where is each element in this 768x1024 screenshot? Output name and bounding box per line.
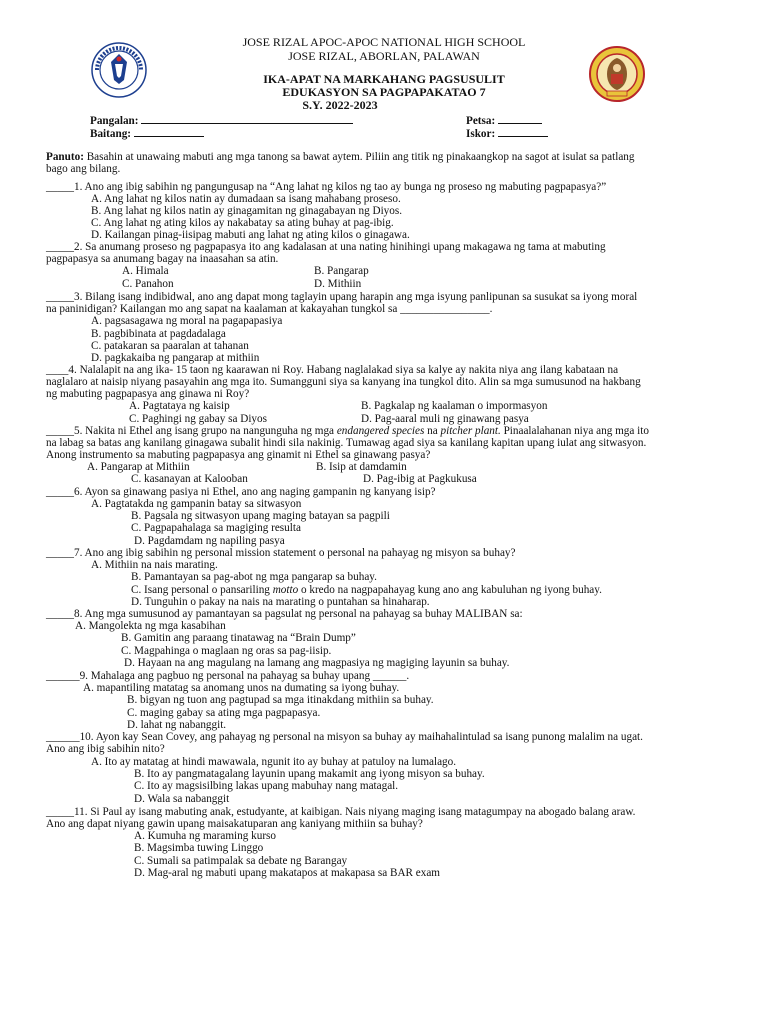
q3-choice-b: B. pagbibinata at pagdadalaga xyxy=(91,328,226,340)
directions-text: Basahin at unawaing mabuti ang mga tanong sa bawat aytem. Piliin ang titik ng pinakaangkop na sagot at isulat sa patlang xyxy=(83,151,635,163)
grade-blank[interactable] xyxy=(134,126,204,137)
question-11-cont: Ano ang dapat niyang gawin upang maisakatuparan ang kaniyang mithiin sa buhay? xyxy=(46,818,423,830)
q6-choice-c: C. Pagpapahalaga sa magiging resulta xyxy=(131,522,301,534)
question-5 xyxy=(46,425,649,438)
q4-choice-d: D. Pag-aaral muli ng ginawang pasya xyxy=(361,413,529,425)
question-4-cont1: naglalaro at naisip niyang pasayahin ang mga ito. Sumangguni siya sa kanyang ina tungkol dito. Alin sa mga sumusunod na hakbang xyxy=(46,376,641,388)
q8-choice-a: A. Mangolekta ng mga kasabihan xyxy=(75,620,226,632)
q4-choice-b: B. Pagkalap ng kaalaman o impormasyon xyxy=(361,400,548,412)
q7-choice-b: B. Pamantayan sa pag-abot ng mga pangarap sa buhay. xyxy=(131,571,377,583)
question-3-cont: na paninidigan? Kailangan mo ang sapat na kaalaman at kakayahan tungkol sa ________________. xyxy=(46,303,493,315)
directions xyxy=(46,151,634,164)
question-4: ____4. Nalalapit na ang ika- 15 taon ng kaarawan ni Roy. Habang naglalakad siya sa kalye ay nakita niya ang ilang kabataan na xyxy=(46,364,619,376)
date-label: Petsa: xyxy=(466,115,496,127)
q10-choice-a: A. Ito ay matatag at hindi mawawala, ngunit ito ay buhay at patuloy na lumalago. xyxy=(91,756,457,768)
question-7: _____7. Ano ang ibig sabihin ng personal mission statement o personal na pahayag ng misyon sa buhay? xyxy=(46,547,516,559)
question-2-cont: pagpapasya sa anumang bagay na inaasahan sa atin. xyxy=(46,253,279,265)
question-9: ______9. Mahalaga ang pagbuo ng personal na pahayag sa buhay upang ______. xyxy=(46,670,410,682)
q7-choice-c xyxy=(131,584,602,597)
q2-choice-d: D. Mithiin xyxy=(314,278,362,290)
name-blank[interactable] xyxy=(141,113,353,124)
directions-label: Panuto: xyxy=(46,151,84,163)
q6-choice-d: D. Pagdamdam ng napiling pasya xyxy=(134,535,285,547)
q9-choice-d: D. lahat ng nabanggit. xyxy=(127,719,227,731)
school-name: JOSE RIZAL APOC-APOC NATIONAL HIGH SCHOOL xyxy=(242,35,526,49)
question-1: _____1. Ano ang ibig sabihin ng pangungusap na “Ang lahat ng kilos ng tao ay bunga ng proseso ng mabuting pagpapasya?” xyxy=(46,181,607,193)
q7-choice-d: D. Tunguhin o pakay na nais na marating o puntahan sa hinaharap. xyxy=(131,596,430,608)
q7c-text-2: o kredo na nagpapahayag kung ano ang kabuluhan ng iyong buhay. xyxy=(298,584,602,596)
q3-choice-d: D. pagkakaiba ng pangarap at mithiin xyxy=(91,352,260,364)
q11-choice-d: D. Mag-aral ng mabuti upang makatapos at makapasa sa BAR exam xyxy=(134,867,441,879)
q5-text-3: Pinaalalahanan niya ang mga ito xyxy=(500,425,649,437)
question-8: _____8. Ang mga sumusunod ay pamantayan sa pagsulat ng personal na pahayag sa buhay MALIBAN sa: xyxy=(46,608,523,620)
q2-choice-b: B. Pangarap xyxy=(314,265,369,277)
question-6: _____6. Ayon sa ginawang pasiya ni Ethel, ano ang naging gampanin ng kanyang isip? xyxy=(46,486,436,498)
q7c-text-1: C. Isang personal o pansariling xyxy=(131,584,273,596)
subject-title: EDUKASYON SA PAGPAPAKATAO 7 xyxy=(282,85,486,99)
question-2: _____2. Sa anumang proseso ng pagpapasya ito ang kadalasan at una nating hinihingi upang makagawa ng tama at mabuting xyxy=(46,241,606,253)
question-3: _____3. Bilang isang indibidwal, ano ang dapat mong taglayin upang harapin ang mga isyung panlipunan sa susukat sa iyong moral xyxy=(46,291,638,303)
q6-choice-b: B. Pagsala ng sitwasyon upang maging batayan sa pagpili xyxy=(131,510,390,522)
score-blank[interactable] xyxy=(498,126,548,137)
question-10-cont: Ano ang ibig sabihin nito? xyxy=(46,743,165,755)
q5-text-1: _____5. Nakita ni Ethel ang isang grupo na nangunguha ng mga xyxy=(46,425,337,437)
q8-choice-c: C. Magpahinga o maglaan ng oras sa pag-iisip. xyxy=(121,645,332,657)
q1-choice-a: A. Ang lahat ng kilos natin ay dumadaan sa isang mahabang proseso. xyxy=(91,193,401,205)
q5-choice-c: C. kasanayan at Kalooban xyxy=(131,473,248,485)
q8-choice-b: B. Gamitin ang paraang tinatawag na “Brain Dump” xyxy=(121,632,356,644)
q1-choice-d: D. Kailangan pinag-iisipag mabuti ang lahat ng ating kilos o ginagawa. xyxy=(91,229,410,241)
q5-choice-b: B. Isip at damdamin xyxy=(316,461,407,473)
q9-choice-c: C. maging gabay sa ating mga pagpapasya. xyxy=(127,707,321,719)
q7-choice-a: A. Mithiin na nais marating. xyxy=(91,559,218,571)
question-4-cont2: ng mabuting pagpapasya ang ginawa ni Roy? xyxy=(46,388,250,400)
q2-choice-c: C. Panahon xyxy=(122,278,174,290)
question-10: ______10. Ayon kay Sean Covey, ang pahayag ng personal na misyon sa buhay ay maihahalintulad sa isang punong malalim na ugat. xyxy=(46,731,643,743)
q3-choice-c: C. patakaran sa paaralan at tahanan xyxy=(91,340,249,352)
grade-field[interactable] xyxy=(90,126,204,141)
question-5-cont1: na labag sa batas ang kanilang ginagawa subalit hindi sila nakinig. Tumawag agad siya sa kanilang kapitan upang iulat ang sitwasyon. xyxy=(46,437,647,449)
q5-italic-2: pitcher plant. xyxy=(440,425,501,437)
score-label: Iskor: xyxy=(466,128,496,140)
q2-choice-a: A. Himala xyxy=(122,265,169,277)
q9-choice-a: A. mapantiling matatag sa anomang unos na dumating sa iyong buhay. xyxy=(83,682,400,694)
school-address: JOSE RIZAL, ABORLAN, PALAWAN xyxy=(288,49,480,63)
q4-choice-a: A. Pagtataya ng kaisip xyxy=(129,400,230,412)
q11-choice-a: A. Kumuha ng maraming kurso xyxy=(134,830,276,842)
q9-choice-b: B. bigyan ng tuon ang pagtupad sa mga itinakdang mithiin sa buhay. xyxy=(127,694,434,706)
score-field[interactable] xyxy=(466,126,548,141)
q6-choice-a: A. Pagtatakda ng gampanin batay sa sitwasyon xyxy=(91,498,302,510)
q1-choice-b: B. Ang lahat ng kilos natin ay ginagamitan ng ginagabayan ng Diyos. xyxy=(91,205,403,217)
directions-text-cont: bago ang bilang. xyxy=(46,163,121,175)
q1-choice-c: C. Ang lahat ng ating kilos ay nakabatay sa ating buhay at pag-ibig. xyxy=(91,217,394,229)
date-blank[interactable] xyxy=(498,113,542,124)
q5-choice-a: A. Pangarap at Mithiin xyxy=(87,461,190,473)
q11-choice-b: B. Magsimba tuwing Linggo xyxy=(134,842,264,854)
grade-label: Baitang: xyxy=(90,128,132,140)
name-label: Pangalan: xyxy=(90,115,139,127)
q5-italic-1: endangered species xyxy=(336,425,425,437)
q5-choice-d: D. Pag-ibig at Pagkukusa xyxy=(363,473,477,485)
q5-text-2: na xyxy=(424,425,441,437)
q4-choice-c: C. Paghingi ng gabay sa Diyos xyxy=(129,413,267,425)
q10-choice-c: C. Ito ay magsisilbing lakas upang mabuhay nang matagal. xyxy=(134,780,399,792)
q3-choice-a: A. pagsasagawa ng moral na pagapapasiya xyxy=(91,315,283,327)
q11-choice-c: C. Sumali sa patimpalak sa debate ng Barangay xyxy=(134,855,348,867)
q7c-italic: motto xyxy=(272,584,299,596)
question-11: _____11. Si Paul ay isang mabuting anak, estudyante, at kaibigan. Nais niyang maging isang matagumpay na abogado balang araw. xyxy=(46,806,636,818)
school-year: S.Y. 2022-2023 xyxy=(302,98,378,112)
exam-title: IKA-APAT NA MARKAHANG PAGSUSULIT xyxy=(263,72,505,86)
q8-choice-d: D. Hayaan na ang magulang na lamang ang magpasiya ng magiging layunin sa buhay. xyxy=(124,657,510,669)
question-5-cont2: Anong instrumento sa mabuting pagpapasya ang ginamit ni Ethel sa ginawang pasya? xyxy=(46,449,431,461)
q10-choice-b: B. Ito ay pangmatagalang layunin upang makamit ang iyong misyon sa buhay. xyxy=(134,768,485,780)
q10-choice-d: D. Wala sa nabanggit xyxy=(134,793,230,805)
